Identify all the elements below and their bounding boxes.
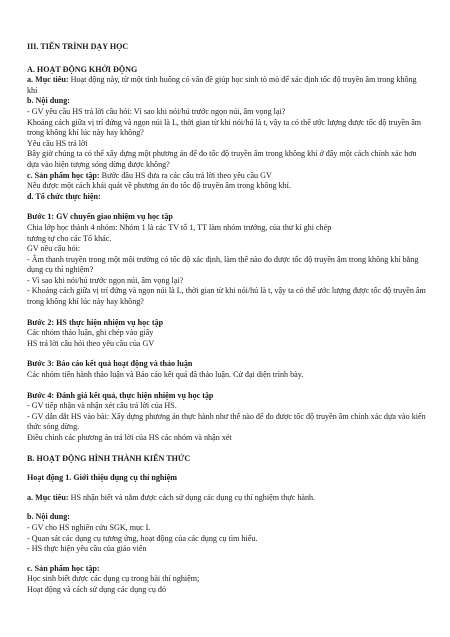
product-text: Bước đầu HS đưa ra các câu trả lời theo yêu cầu GV bbox=[99, 170, 272, 180]
content-line: Bây giờ chúng ta có thể xây dựng một phương án để đo tốc độ truyền âm trong không khí ở đây một cách chính xác hơn dựa vào hiện tượng sóng dừng được không? bbox=[27, 149, 417, 169]
part-b-content-label: b. Nội dung: bbox=[27, 512, 70, 522]
part-b-heading: B. HOẠT ĐỘNG HÌNH THÀNH KIẾN THỨC bbox=[27, 453, 191, 463]
step1-line: - Vì sao khi nói/hú trước ngọn núi, âm vọng lại? bbox=[27, 275, 184, 285]
part-a-heading: A. HOẠT ĐỘNG KHỞI ĐỘNG bbox=[27, 64, 138, 74]
content-line: - GV yêu cầu HS trả lời câu hỏi: Vì sao khi nói/hú trước ngọn núi, âm vọng lại? bbox=[27, 106, 286, 116]
part-b-goal bbox=[27, 493, 426, 504]
product-line: Hoạt động và cách sử dụng các dụng cụ đó bbox=[27, 584, 167, 594]
step4-line: - GV dẫn dắt HS vào bài: Xây dựng phương án thực hành như thế nào để đo được tốc độ truyền âm chính xác dựa vào kiến thức sóng dừng. bbox=[27, 411, 426, 432]
organization-label: d. Tổ chức thực hiện: bbox=[27, 191, 101, 201]
step1-line: - Âm thanh truyền trong một môi trường có tốc độ xác định, làm thế nào đo được tốc độ truyền âm trong không khí bằng dụng cụ thí nghiệm? bbox=[27, 254, 419, 275]
spacer bbox=[27, 381, 426, 391]
goal-text: HS nhận biết và nắm được cách sử dụng các dụng cụ thí nghiệm thực hành. bbox=[68, 492, 316, 502]
step1-line: - Khoảng cách giữa vị trí đứng và ngọn núi là L, thời gian từ khi nói/hú là t, vậy ta có thể ước lượng được tốc độ truyền âm trong không khí lúc này hay không? bbox=[27, 286, 426, 307]
spacer bbox=[27, 484, 426, 493]
step4-heading: Bước 4: Đánh giá kết quả, thực hiện nhiệm vụ học tập bbox=[27, 390, 214, 400]
part-b-product-label: c. Sản phẩm học tập: bbox=[27, 563, 100, 573]
spacer bbox=[27, 349, 426, 359]
part-a-content-label: b. Nội dung: bbox=[27, 96, 70, 106]
content-line: - GV cho HS nghiên cứu SGK, mục I. bbox=[27, 522, 151, 532]
product-line: Nêu được một cách khái quát về phương án đo tốc độ truyền âm trong không khí. bbox=[27, 181, 291, 191]
spacer bbox=[27, 503, 426, 512]
step2-line: HS trả lời câu hỏi theo yêu cầu của GV bbox=[27, 338, 155, 348]
product-line: Học sinh biết được các dụng cụ trong bài thí nghiệm; bbox=[27, 574, 200, 584]
goal-label: a. Mục tiêu: bbox=[27, 75, 69, 85]
content-line: - HS thực hiện yêu cầu của giáo viên bbox=[27, 544, 147, 554]
part-a-goal bbox=[27, 75, 426, 96]
step3-line: Các nhóm tiến hành thảo luận và Báo cáo kết quả đã thảo luận. Cử đại diện trình bày. bbox=[27, 370, 304, 380]
step2-heading: Bước 2: HS thực hiện nhiệm vụ học tập bbox=[27, 317, 164, 327]
spacer bbox=[27, 53, 426, 65]
step3-heading: Bước 3: Báo cáo kết quả hoạt động và thảo luận bbox=[27, 359, 193, 369]
step2-line: Các nhóm thảo luận, ghi chép vào giấy bbox=[27, 328, 154, 338]
spacer bbox=[27, 464, 426, 473]
spacer bbox=[27, 555, 426, 564]
goal-text: Hoạt động này, từ một tình huống có vấn đề giúp học sinh tò mò để xác định tốc độ truyền âm trong không khí bbox=[27, 75, 417, 95]
goal-label: a. Mục tiêu: bbox=[27, 492, 69, 502]
step1-line: GV nêu câu hỏi: bbox=[27, 244, 81, 254]
content-line: Yêu cầu HS trả lời bbox=[27, 138, 88, 148]
content-line: Khoảng cách giữa vị trí đứng và ngọn núi là L, thời gian từ khi nói/hú là t, vậy ta có thể ước lượng được tốc độ truyền âm trong không khí lúc này hay không? bbox=[27, 117, 422, 138]
activity-title: Hoạt động 1. Giới thiệu dụng cụ thí nghiệm bbox=[27, 473, 177, 483]
step4-line: Điều chỉnh các phương án trả lời của HS các nhóm và nhận xét bbox=[27, 433, 232, 442]
step4-line: - GV tiếp nhận và nhận xét câu trả lời của HS. bbox=[27, 401, 177, 411]
part-a-product bbox=[27, 171, 426, 182]
spacer bbox=[27, 202, 426, 212]
step1-line: Chia lớp học thành 4 nhóm: Nhóm 1 là các TV tổ 1, TT làm nhóm trưởng, của thư kí ghi chép bbox=[27, 222, 332, 232]
spacer bbox=[27, 444, 426, 454]
section-title: III. TIẾN TRÌNH DẠY HỌC bbox=[27, 42, 129, 51]
product-label: c. Sản phẩm học tập: bbox=[27, 170, 100, 180]
spacer bbox=[27, 308, 426, 318]
step1-line: tương tự cho các Tổ khác. bbox=[27, 233, 112, 243]
step1-heading: Bước 1: GV chuyển giao nhiệm vụ học tập bbox=[27, 212, 173, 222]
content-line: - Quan sát các dụng cụ tương ứng, hoạt động của các dụng cụ tìm hiểu. bbox=[27, 533, 258, 543]
